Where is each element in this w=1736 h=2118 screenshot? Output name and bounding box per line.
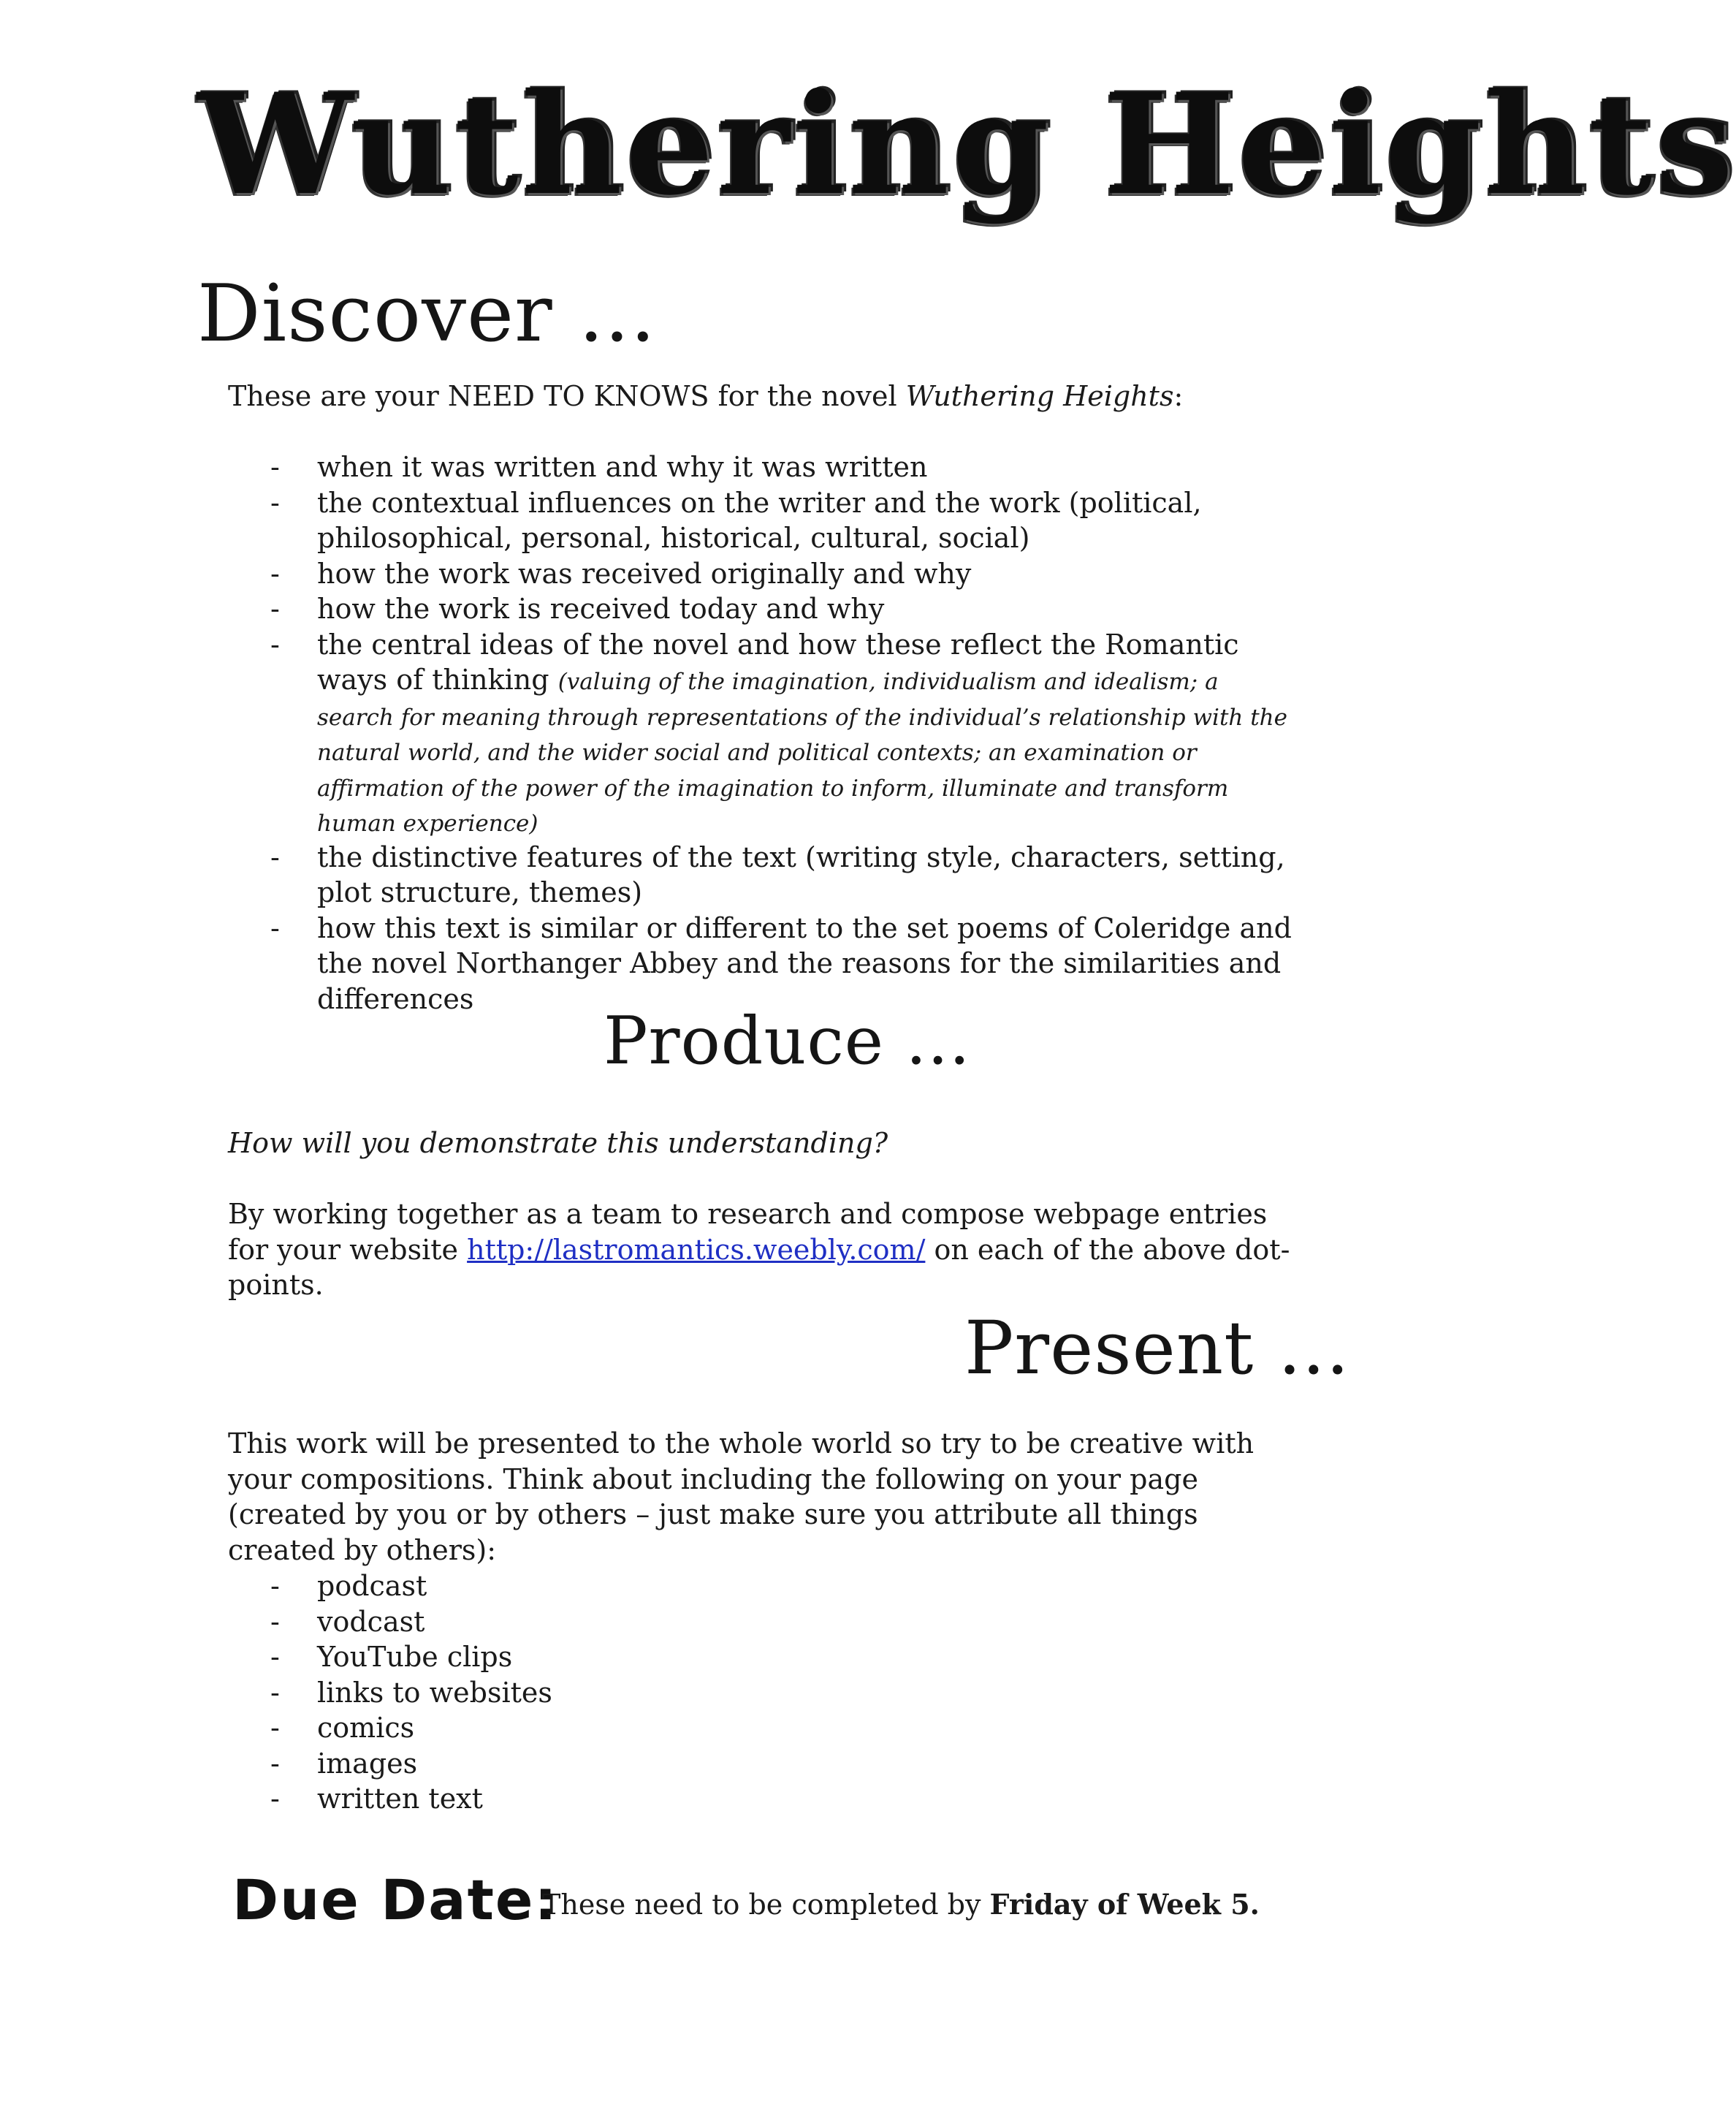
present-heading: Present ...: [964, 1305, 1350, 1391]
list-item-text: comics: [317, 1712, 415, 1744]
list-item: [228, 1746, 1295, 1782]
list-item: [228, 485, 1295, 556]
media-list: [228, 1568, 1295, 1817]
list-item: [228, 556, 1295, 592]
dash-marker: -: [270, 451, 280, 483]
list-item-text: the central ideas of the novel and how these reflect the Romantic ways of thinking: [317, 628, 1239, 696]
due-date-value: Friday of Week 5.: [989, 1888, 1260, 1921]
list-item-text: vodcast: [317, 1605, 425, 1638]
intro-prefix: These are your NEED TO KNOWS for the novel: [228, 380, 906, 412]
list-item-text: how this text is similar or different to the set poems of Coleridge and the novel Northanger Abbey and the reasons for the similarities and differences: [317, 911, 1292, 1015]
dash-marker: -: [270, 1676, 280, 1709]
present-text: This work will be presented to the whole world so try to be creative with your compositions. Think about including the following on your page (created by you or by others – just make sure you attribute all things created by others):: [228, 1427, 1255, 1566]
list-item: [228, 449, 1295, 485]
romantic-note: (valuing of the imagination, individualism and idealism; a search for meaning through representations of the individual’s relationship with the natural world, and the wider social and political contexts; an examination or affirmation of the power of the imagination to inform, illuminate and transform human experience): [317, 669, 1287, 837]
list-item-text: the distinctive features of the text (writing style, characters, setting, plot structure, themes): [317, 840, 1285, 908]
due-date-heading: Due Date:: [232, 1867, 558, 1932]
list-item-text: when it was written and why it was written: [317, 451, 928, 483]
dash-marker: -: [270, 1712, 280, 1744]
list-item: [228, 1675, 1295, 1711]
list-item-text: YouTube clips: [317, 1641, 513, 1673]
list-item: [228, 1568, 1295, 1604]
dash-marker: -: [270, 911, 280, 944]
website-link[interactable]: http://lastromantics.weebly.com/: [467, 1233, 926, 1266]
discover-heading: Discover ...: [197, 268, 656, 360]
produce-question: How will you demonstrate this understanding?: [228, 1127, 888, 1159]
dash-marker: -: [270, 593, 280, 625]
list-item-text: the contextual influences on the writer and the work (political, philosophical, personal, historical, cultural, social): [317, 486, 1202, 554]
dash-marker: -: [270, 840, 280, 873]
list-item: [228, 1639, 1295, 1675]
intro-suffix: :: [1173, 380, 1184, 412]
dash-marker: -: [270, 486, 280, 519]
dash-marker: -: [270, 1605, 280, 1638]
intro-novel-title: Wuthering Heights: [905, 380, 1174, 412]
discover-intro: [228, 379, 1295, 414]
list-item: [228, 840, 1295, 911]
list-item-text: images: [317, 1747, 418, 1780]
due-date-text: [542, 1887, 1260, 1922]
dash-marker: -: [270, 628, 280, 661]
title-logo: Wuthering Heights: [197, 63, 1736, 226]
produce-heading: Produce ...: [604, 1003, 971, 1079]
dash-marker: -: [270, 1783, 280, 1815]
dash-marker: -: [270, 557, 280, 590]
due-text-prefix: These need to be completed by: [542, 1889, 990, 1921]
dash-marker: -: [270, 1747, 280, 1780]
list-item: [228, 591, 1295, 627]
list-item: [228, 1781, 1295, 1817]
produce-text: [228, 1196, 1295, 1303]
list-item-text: written text: [317, 1783, 483, 1815]
list-item: [228, 1604, 1295, 1640]
dash-marker: -: [270, 1570, 280, 1602]
list-item-text: links to websites: [317, 1676, 552, 1709]
dash-marker: -: [270, 1641, 280, 1673]
list-item: [228, 1710, 1295, 1746]
list-item-text: how the work is received today and why: [317, 593, 885, 625]
list-item-text: podcast: [317, 1570, 427, 1602]
list-item-text: how the work was received originally and why: [317, 557, 972, 590]
need-to-know-list: [228, 449, 1295, 1017]
produce-text-after: on each of the above dot-points.: [228, 1233, 1290, 1301]
list-item: [228, 627, 1295, 840]
produce-text-before: By working together as a team to research and compose webpage entries for your website: [228, 1198, 1268, 1266]
